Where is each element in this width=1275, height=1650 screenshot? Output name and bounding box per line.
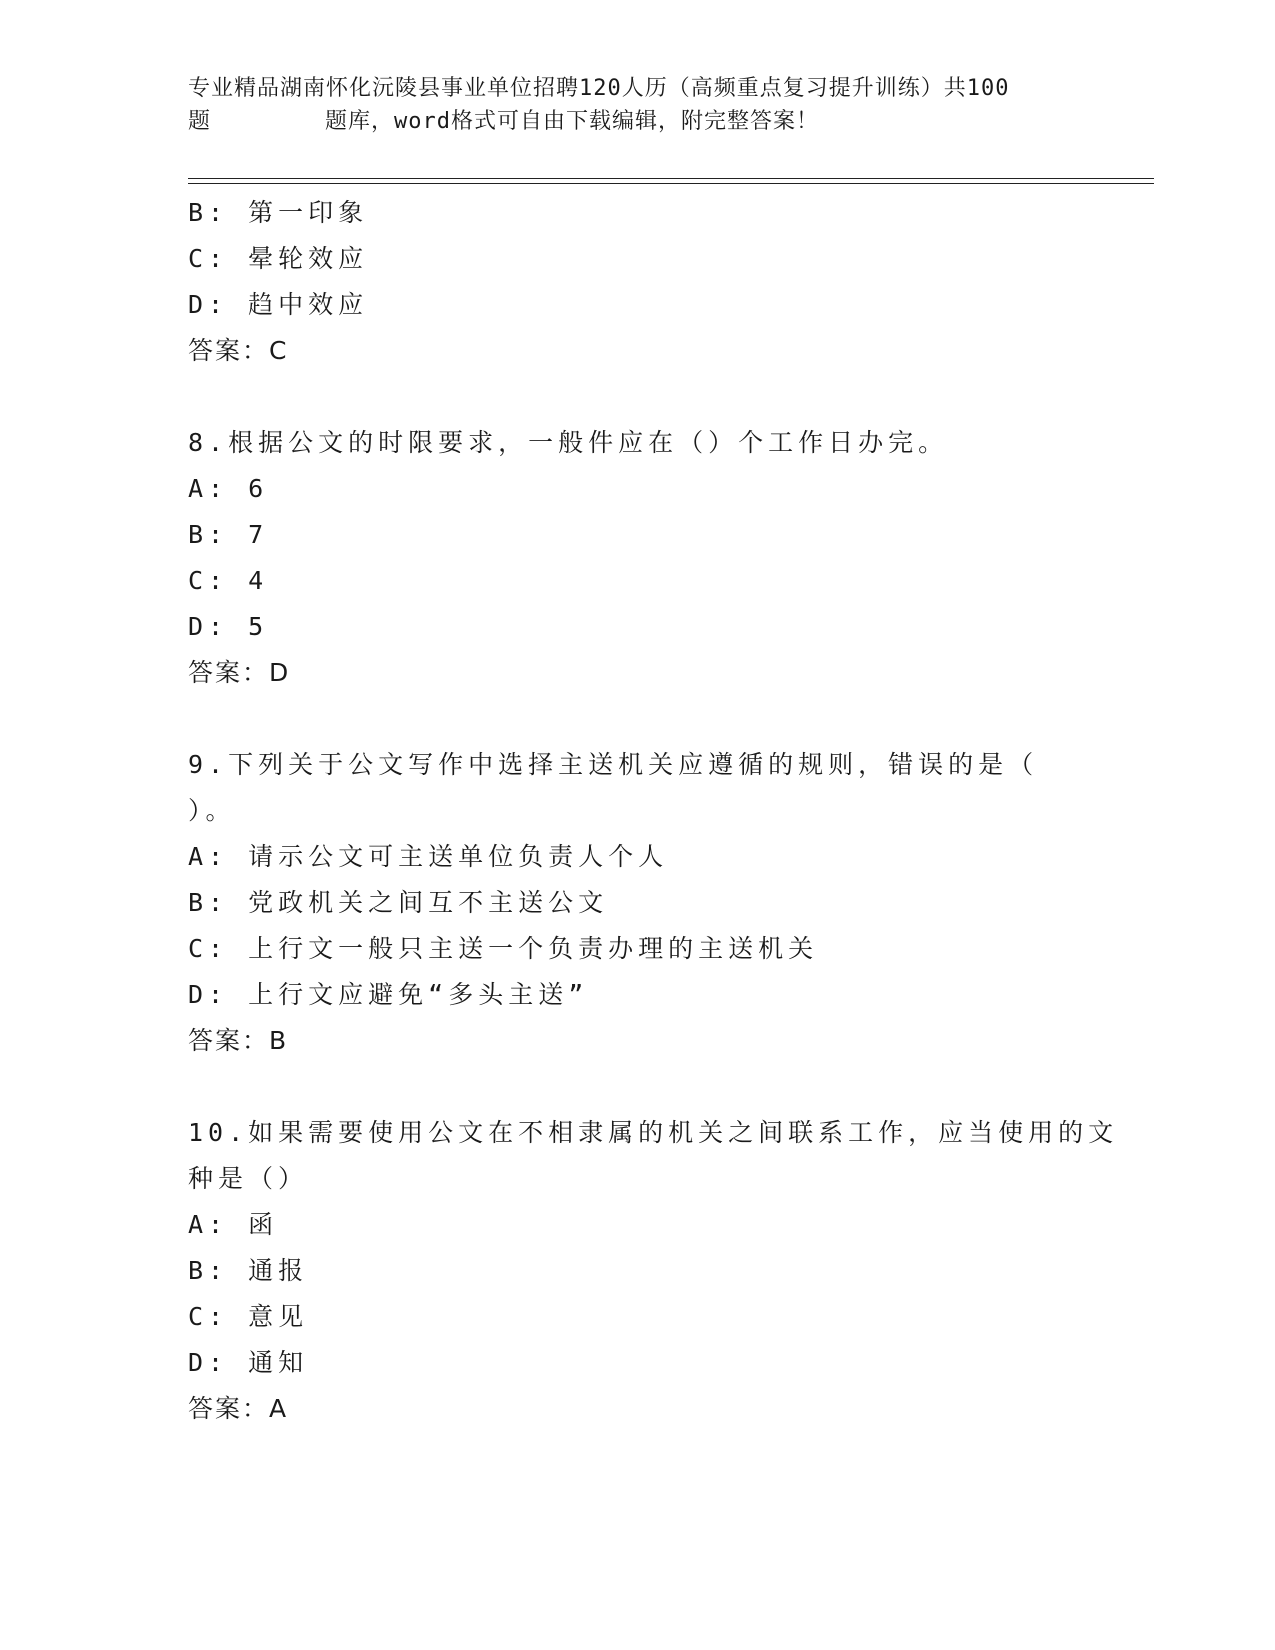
spacer <box>188 1064 1088 1110</box>
option-b: B: 第一印象 <box>188 198 369 227</box>
option-b: B: 通报 <box>188 1256 309 1285</box>
question-stem: 9.下列关于公文写作中选择主送机关应遵循的规则，错误的是（ <box>188 750 1039 779</box>
option-c: C: 意见 <box>188 1302 309 1331</box>
answer-line: 答案：B <box>188 1026 289 1055</box>
header-title-line2: 题 题库，word格式可自由下载编辑，附完整答案！ <box>188 109 819 134</box>
header-rule-top <box>188 178 1154 179</box>
question-stem-continued: ）。 <box>188 796 236 825</box>
answer-line: 答案：D <box>188 658 291 687</box>
question-8 <box>188 420 1088 696</box>
answer-line: 答案：A <box>188 1394 289 1423</box>
option-d: D: 通知 <box>188 1348 309 1377</box>
option-b: B: 7 <box>188 520 269 549</box>
spacer <box>188 696 1088 742</box>
spacer <box>188 374 1088 420</box>
header-rule-bottom <box>188 183 1154 184</box>
option-a: A: 函 <box>188 1210 279 1239</box>
option-c: C: 上行文一般只主送一个负责办理的主送机关 <box>188 934 819 963</box>
option-d: D: 5 <box>188 612 269 641</box>
question-stem: 10.如果需要使用公文在不相隶属的机关之间联系工作，应当使用的文 <box>188 1118 1119 1147</box>
option-d: D: 上行文应避免“多头主送” <box>188 980 589 1009</box>
question-list <box>188 190 1119 1432</box>
question-10 <box>188 1110 1119 1432</box>
option-c: C: 4 <box>188 566 269 595</box>
question-stem: 8.根据公文的时限要求，一般件应在（）个工作日办完。 <box>188 428 949 457</box>
option-d: D: 趋中效应 <box>188 290 369 319</box>
option-a: A: 6 <box>188 474 269 503</box>
option-c: C: 晕轮效应 <box>188 244 369 273</box>
question-stem-continued: 种是（） <box>188 1164 309 1193</box>
option-b: B: 党政机关之间互不主送公文 <box>188 888 609 917</box>
question-prev <box>188 190 1088 374</box>
question-9 <box>188 742 1088 1064</box>
answer-line: 答案：C <box>188 336 289 365</box>
header-title-line1: 专业精品湖南怀化沅陵县事业单位招聘120人历（高频重点复习提升训练）共100 <box>188 76 1010 101</box>
option-a: A: 请示公文可主送单位负责人个人 <box>188 842 669 871</box>
document-header <box>188 72 1088 138</box>
